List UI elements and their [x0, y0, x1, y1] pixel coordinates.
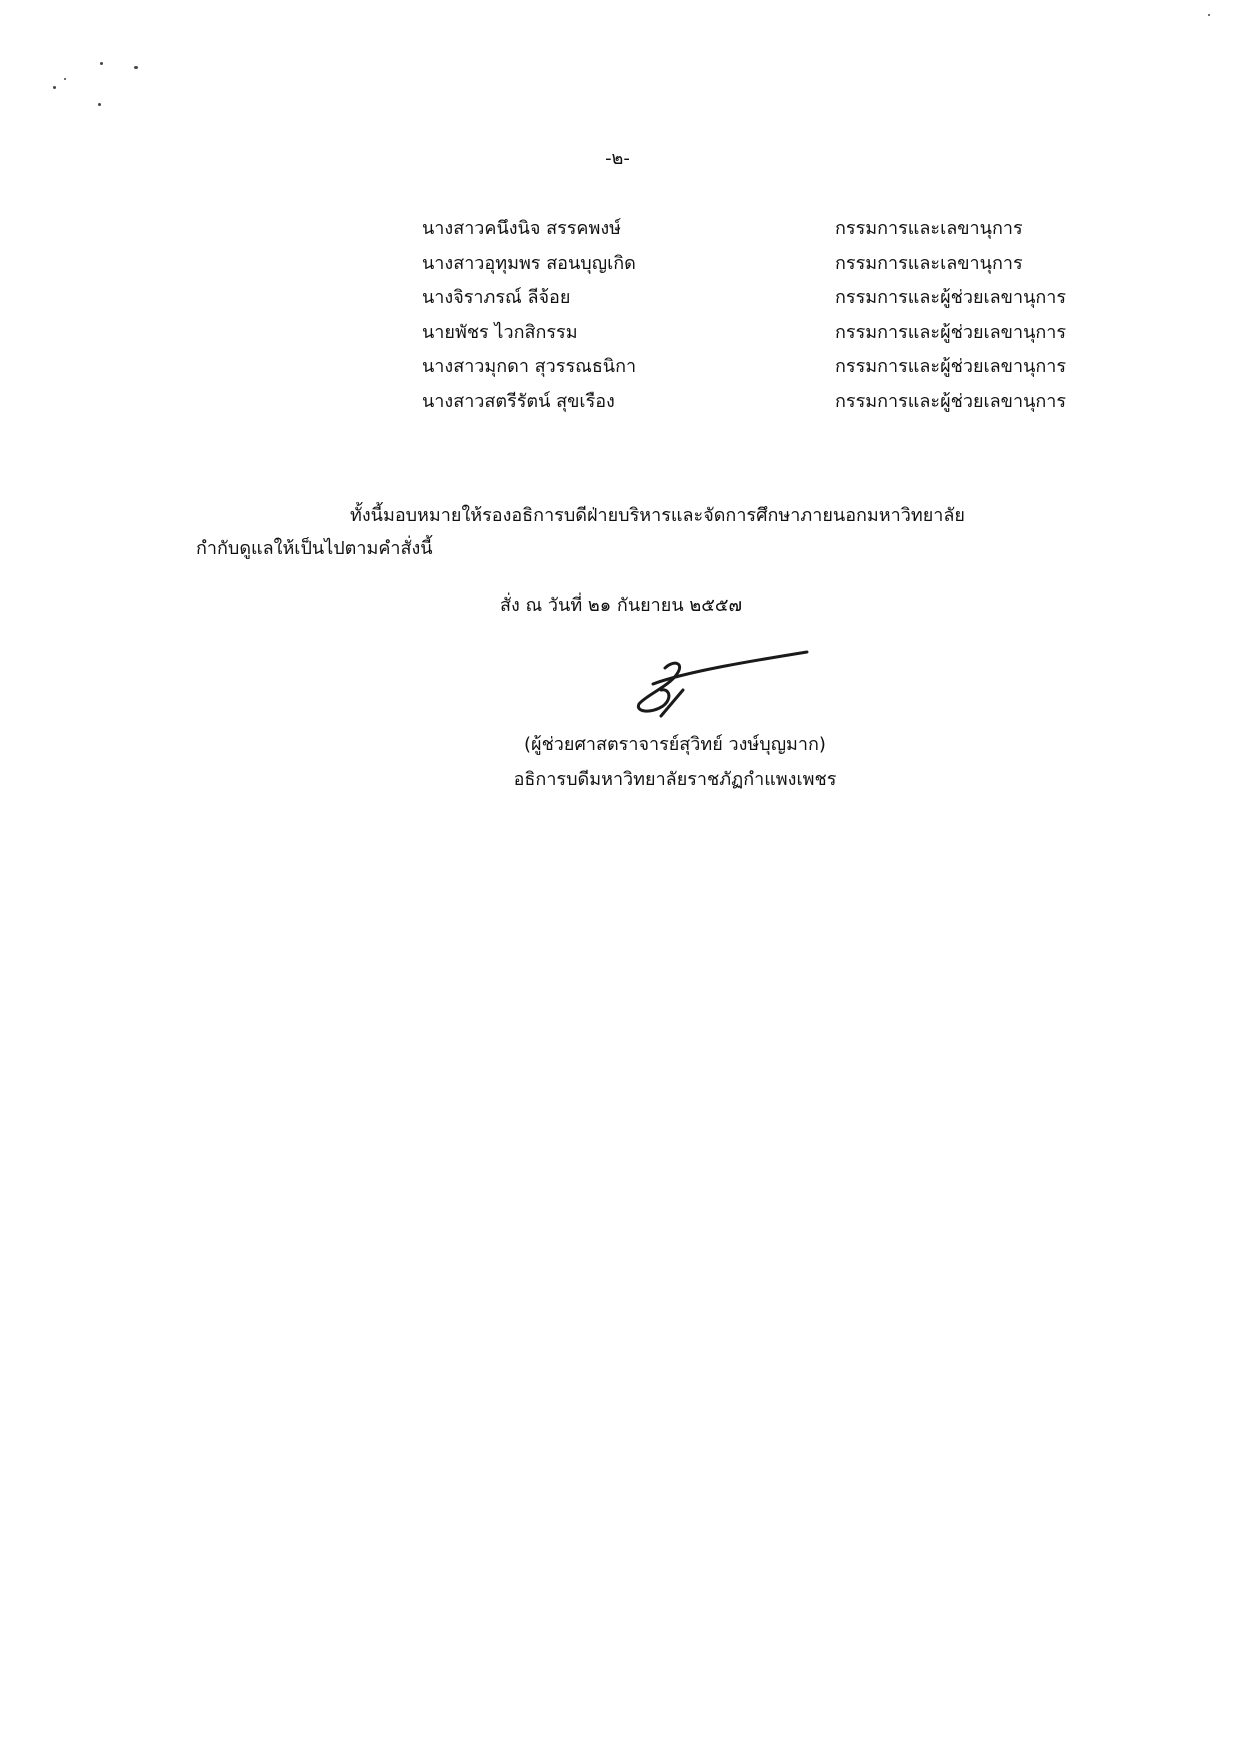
member-name: นางสาวสตรีรัตน์ สุขเรือง [422, 390, 615, 412]
member-name: นางสาวมุกดา สุวรรณธนิกา [422, 356, 637, 377]
member-name: นางจิราภรณ์ ลีจ้อย [422, 287, 571, 308]
scan-speck [100, 62, 103, 65]
handwritten-signature [625, 640, 810, 722]
scan-speck [134, 66, 138, 69]
member-row [0, 386, 1235, 421]
order-date: สั่ง ณ วันที่ ๒๑ กันยายน ๒๕๕๗ [500, 595, 743, 616]
member-role: กรรมการและเลขานุการ [835, 218, 1023, 239]
member-name: นางสาวอุทุมพร สอนบุญเกิด [422, 252, 636, 274]
member-role: กรรมการและผู้ช่วยเลขานุการ [835, 356, 1067, 377]
member-role: กรรมการและผู้ช่วยเลขานุการ [835, 287, 1067, 308]
scan-speck [53, 86, 56, 89]
member-role: กรรมการและผู้ช่วยเลขานุการ [835, 321, 1067, 343]
committee-member-list [0, 213, 1235, 420]
member-name: นายพัชร ไวกสิกรรม [422, 321, 578, 343]
scan-speck [98, 103, 101, 106]
member-row [0, 317, 1235, 352]
assignment-paragraph-line2: กำกับดูแลให้เป็นไปตามคำสั่งนี้ [196, 538, 433, 559]
assignment-paragraph-line1: ทั้งนี้มอบหมายให้รองอธิการบดีฝ่ายบริหารและจัดการศึกษาภายนอกมหาวิทยาลัย [350, 505, 965, 526]
member-role: กรรมการและผู้ช่วยเลขานุการ [835, 390, 1067, 412]
scan-speck [1208, 14, 1210, 16]
member-role: กรรมการและเลขานุการ [835, 252, 1023, 274]
signer-name: (ผู้ช่วยศาสตราจารย์สุวิทย์ วงษ์บุญมาก) [524, 734, 826, 755]
member-name: นางสาวคนึงนิจ สรรคพงษ์ [422, 218, 621, 239]
member-row [0, 282, 1235, 317]
member-row [0, 213, 1235, 248]
page-number: -๒- [605, 148, 630, 169]
member-row [0, 351, 1235, 386]
signer-position: อธิการบดีมหาวิทยาลัยราชภัฏกำแพงเพชร [513, 769, 837, 790]
member-row [0, 248, 1235, 283]
scan-speck [64, 78, 66, 80]
